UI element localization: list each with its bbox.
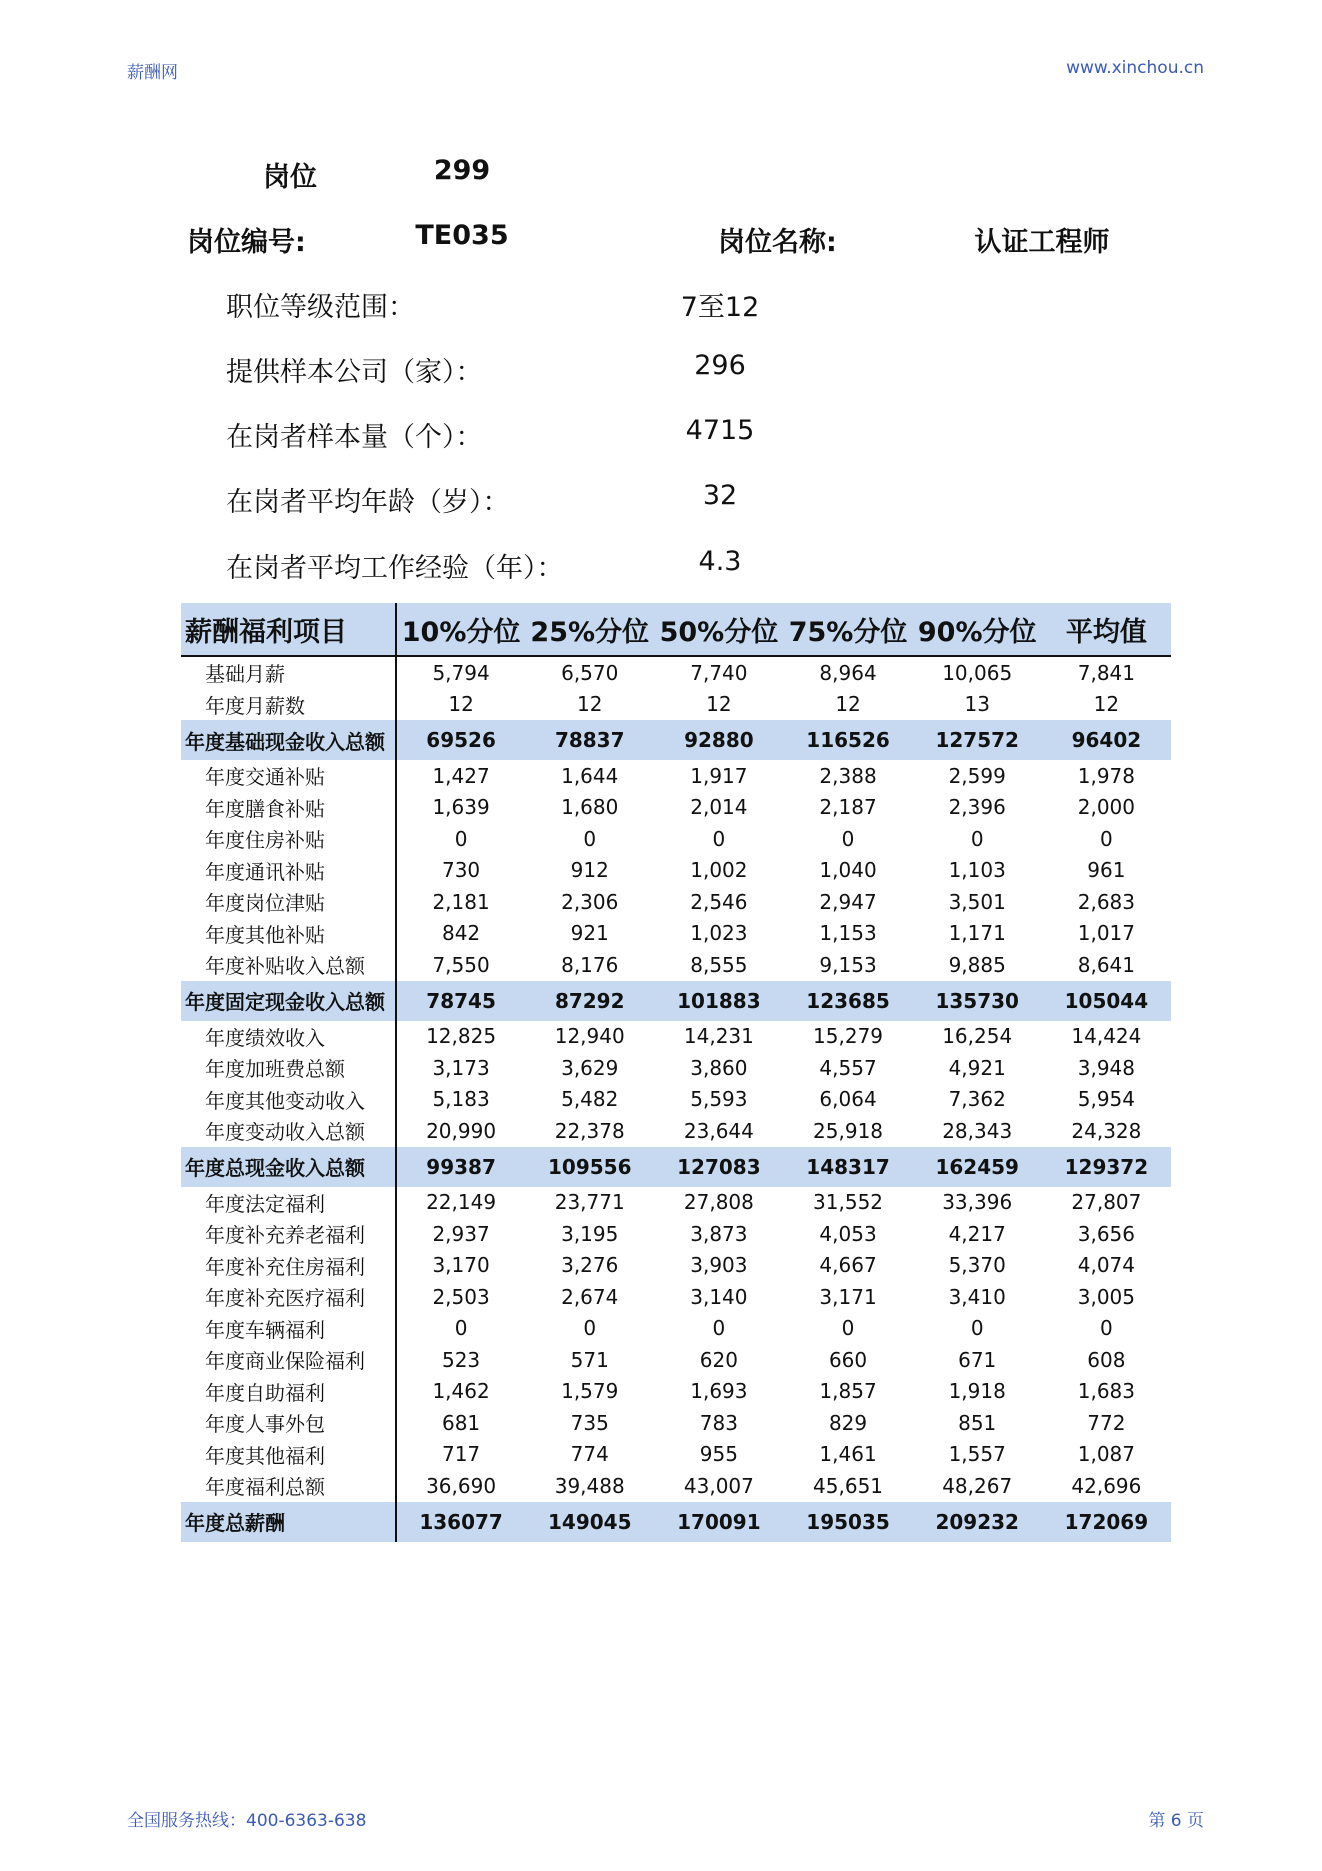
row-label: 年度其他补贴	[181, 918, 396, 950]
cell-value: 12	[706, 692, 732, 717]
cell-value: 15,279	[813, 1024, 884, 1049]
table-row	[181, 1021, 1171, 1053]
cell-value: 101883	[654, 981, 783, 1021]
cell-value: 149045	[525, 1502, 654, 1542]
row-label: 年度法定福利	[181, 1187, 396, 1219]
cell-value: 717	[441, 1442, 481, 1467]
cell-value: 27,807	[1071, 1190, 1142, 1215]
cell-value: 1,461	[819, 1442, 877, 1467]
page-number: 第 6 页	[1148, 1811, 1204, 1831]
cell-value: 3,629	[561, 1055, 619, 1080]
info-label-sample: 在岗者样本量（个）：	[226, 422, 483, 453]
cell-value: 730	[441, 858, 481, 883]
cell-value: 10,065	[942, 660, 1013, 685]
table-total-row	[181, 1147, 1171, 1187]
cell-value: 2,503	[432, 1284, 490, 1309]
cell-value: 4,557	[819, 1055, 877, 1080]
row-label: 年度补贴收入总额	[181, 949, 396, 981]
cell-value: 0	[454, 1316, 468, 1341]
row-label: 年度补充住房福利	[181, 1250, 396, 1282]
cell-value: 1,040	[819, 858, 877, 883]
cell-value: 774	[570, 1442, 609, 1467]
cell-value: 3,656	[1077, 1221, 1136, 1246]
table-total-row	[181, 720, 1171, 760]
cell-value: 99387	[396, 1147, 525, 1187]
cell-value: 8,641	[1077, 952, 1136, 977]
cell-value: 14,424	[1071, 1024, 1142, 1049]
row-label: 年度其他福利	[181, 1439, 396, 1471]
info-label-experience: 在岗者平均工作经验（年）：	[226, 553, 564, 584]
row-label: 年度交通补贴	[181, 760, 396, 792]
cell-value: 620	[699, 1347, 738, 1372]
position-code-label: 岗位编号:	[187, 227, 306, 258]
cell-value: 195035	[783, 1502, 912, 1542]
info-value-sample: 4715	[685, 415, 755, 446]
cell-value: 5,794	[432, 660, 490, 685]
cell-value: 0	[1100, 826, 1113, 851]
cell-value: 105044	[1042, 981, 1171, 1021]
row-label: 年度总薪酬	[181, 1502, 396, 1542]
cell-value: 735	[570, 1410, 609, 1435]
cell-value: 3,195	[561, 1221, 619, 1246]
cell-value: 162459	[913, 1147, 1042, 1187]
row-label: 年度补充养老福利	[181, 1218, 396, 1250]
cell-value: 23,644	[683, 1118, 754, 1143]
cell-value: 127083	[654, 1147, 783, 1187]
column-header-p25: 25%分位	[525, 603, 654, 656]
cell-value: 209232	[913, 1502, 1042, 1542]
hotline: 全国服务热线：400-6363-638	[127, 1811, 367, 1831]
cell-value: 921	[570, 921, 609, 946]
info-value-experience: 4.3	[698, 546, 742, 577]
row-label: 年度商业保险福利	[181, 1344, 396, 1376]
cell-value: 571	[570, 1347, 609, 1372]
cell-value: 1,683	[1077, 1379, 1136, 1404]
cell-value: 1,427	[432, 763, 490, 788]
table-row	[181, 823, 1171, 855]
cell-value: 2,674	[561, 1284, 619, 1309]
cell-value: 127572	[913, 720, 1042, 760]
cell-value: 12,825	[426, 1024, 497, 1049]
column-header-item: 薪酬福利项目	[181, 603, 396, 656]
cell-value: 1,002	[690, 858, 748, 883]
column-header-p10: 10%分位	[396, 603, 525, 656]
cell-value: 6,064	[819, 1087, 877, 1112]
row-label: 年度月薪数	[181, 689, 396, 721]
cell-value: 3,005	[1077, 1284, 1136, 1309]
position-label: 岗位	[263, 162, 317, 193]
cell-value: 92880	[654, 720, 783, 760]
table-row	[181, 1407, 1171, 1439]
cell-value: 0	[583, 826, 597, 851]
cell-value: 3,903	[690, 1253, 748, 1278]
cell-value: 1,087	[1077, 1442, 1136, 1467]
table-row	[181, 1344, 1171, 1376]
row-label: 年度岗位津贴	[181, 886, 396, 918]
row-label: 基础月薪	[181, 656, 396, 689]
cell-value: 23,771	[554, 1190, 625, 1215]
table-row	[181, 1084, 1171, 1116]
cell-value: 2,306	[561, 889, 619, 914]
position-number: 299	[433, 155, 491, 186]
cell-value: 20,990	[426, 1118, 497, 1143]
info-value-grade: 7至12	[680, 292, 760, 323]
cell-value: 5,370	[948, 1253, 1006, 1278]
cell-value: 170091	[654, 1502, 783, 1542]
table-row	[181, 1376, 1171, 1408]
cell-value: 172069	[1042, 1502, 1171, 1542]
column-header-average: 平均值	[1042, 603, 1171, 656]
cell-value: 43,007	[683, 1473, 754, 1498]
cell-value: 2,181	[432, 889, 490, 914]
info-value-companies: 296	[694, 350, 746, 381]
cell-value: 69526	[396, 720, 525, 760]
table-total-row	[181, 981, 1171, 1021]
column-header-p75: 75%分位	[783, 603, 912, 656]
column-header-p50: 50%分位	[654, 603, 783, 656]
row-label: 年度车辆福利	[181, 1313, 396, 1345]
row-label: 年度自助福利	[181, 1376, 396, 1408]
cell-value: 12	[577, 692, 603, 717]
cell-value: 7,550	[432, 952, 490, 977]
info-value-age: 32	[702, 480, 738, 511]
cell-value: 5,593	[690, 1087, 748, 1112]
cell-value: 24,328	[1071, 1118, 1142, 1143]
table-row	[181, 792, 1171, 824]
row-label: 年度总现金收入总额	[181, 1147, 396, 1187]
cell-value: 7,362	[948, 1087, 1006, 1112]
cell-value: 0	[712, 826, 726, 851]
cell-value: 2,937	[432, 1221, 490, 1246]
cell-value: 22,149	[426, 1190, 497, 1215]
cell-value: 1,023	[690, 921, 748, 946]
cell-value: 48,267	[942, 1473, 1013, 1498]
table-row	[181, 689, 1171, 721]
row-label: 年度通讯补贴	[181, 855, 396, 887]
cell-value: 3,170	[432, 1253, 490, 1278]
cell-value: 842	[441, 921, 481, 946]
cell-value: 3,860	[690, 1055, 748, 1080]
cell-value: 608	[1087, 1347, 1126, 1372]
cell-value: 1,579	[561, 1379, 619, 1404]
cell-value: 851	[958, 1410, 997, 1435]
cell-value: 2,947	[819, 889, 877, 914]
info-label-age: 在岗者平均年龄（岁）：	[226, 487, 510, 518]
cell-value: 1,017	[1077, 921, 1136, 946]
cell-value: 45,651	[813, 1473, 884, 1498]
cell-value: 0	[841, 1316, 855, 1341]
cell-value: 0	[970, 826, 984, 851]
cell-value: 0	[712, 1316, 726, 1341]
cell-value: 671	[958, 1347, 997, 1372]
info-label-companies: 提供样本公司（家）：	[226, 357, 483, 388]
cell-value: 39,488	[554, 1473, 625, 1498]
cell-value: 772	[1087, 1410, 1126, 1435]
cell-value: 0	[583, 1316, 597, 1341]
cell-value: 1,639	[432, 795, 490, 820]
row-label: 年度住房补贴	[181, 823, 396, 855]
cell-value: 660	[828, 1347, 868, 1372]
cell-value: 9,153	[819, 952, 877, 977]
cell-value: 4,921	[948, 1055, 1006, 1080]
column-header-p90: 90%分位	[913, 603, 1042, 656]
cell-value: 4,053	[819, 1221, 877, 1246]
cell-value: 7,740	[690, 660, 748, 685]
cell-value: 36,690	[426, 1473, 497, 1498]
row-label: 年度基础现金收入总额	[181, 720, 396, 760]
cell-value: 2,396	[948, 795, 1006, 820]
cell-value: 2,388	[819, 763, 877, 788]
cell-value: 6,570	[561, 660, 619, 685]
cell-value: 25,918	[813, 1118, 884, 1143]
cell-value: 135730	[913, 981, 1042, 1021]
cell-value: 2,187	[819, 795, 877, 820]
cell-value: 123685	[783, 981, 912, 1021]
table-header-row	[181, 603, 1171, 656]
site-url[interactable]: www.xinchou.cn	[1066, 58, 1204, 78]
cell-value: 1,644	[561, 763, 619, 788]
cell-value: 33,396	[942, 1190, 1013, 1215]
cell-value: 3,873	[690, 1221, 748, 1246]
cell-value: 12	[1093, 692, 1120, 717]
cell-value: 1,103	[948, 858, 1006, 883]
cell-value: 3,501	[948, 889, 1006, 914]
cell-value: 1,680	[561, 795, 619, 820]
cell-value: 1,917	[690, 763, 748, 788]
row-label: 年度固定现金收入总额	[181, 981, 396, 1021]
table-row	[181, 1115, 1171, 1147]
table-row	[181, 1281, 1171, 1313]
table-row	[181, 656, 1171, 689]
cell-value: 13	[964, 692, 990, 717]
cell-value: 5,183	[432, 1087, 490, 1112]
cell-value: 109556	[525, 1147, 654, 1187]
cell-value: 1,153	[819, 921, 877, 946]
cell-value: 78837	[525, 720, 654, 760]
cell-value: 12,940	[554, 1024, 625, 1049]
cell-value: 78745	[396, 981, 525, 1021]
cell-value: 0	[841, 826, 855, 851]
cell-value: 1,462	[432, 1379, 490, 1404]
cell-value: 523	[441, 1347, 481, 1372]
position-name-label: 岗位名称:	[718, 227, 837, 258]
position-name: 认证工程师	[974, 227, 1110, 258]
cell-value: 681	[441, 1410, 481, 1435]
cell-value: 8,555	[690, 952, 748, 977]
row-label: 年度绩效收入	[181, 1021, 396, 1053]
cell-value: 129372	[1042, 1147, 1171, 1187]
cell-value: 1,693	[690, 1379, 748, 1404]
table-row	[181, 949, 1171, 981]
cell-value: 2,599	[948, 763, 1006, 788]
cell-value: 5,954	[1077, 1087, 1136, 1112]
cell-value: 16,254	[942, 1024, 1013, 1049]
table-total-row	[181, 1502, 1171, 1542]
cell-value: 4,667	[819, 1253, 877, 1278]
cell-value: 9,885	[948, 952, 1006, 977]
cell-value: 42,696	[1071, 1473, 1142, 1498]
cell-value: 136077	[396, 1502, 525, 1542]
table-row	[181, 1218, 1171, 1250]
cell-value: 8,964	[819, 660, 877, 685]
table-row	[181, 1470, 1171, 1502]
cell-value: 22,378	[554, 1118, 625, 1143]
cell-value: 3,410	[948, 1284, 1006, 1309]
position-code: TE035	[415, 220, 509, 251]
cell-value: 2,000	[1077, 795, 1136, 820]
cell-value: 955	[699, 1442, 738, 1467]
cell-value: 0	[1100, 1316, 1113, 1341]
cell-value: 783	[699, 1410, 738, 1435]
cell-value: 1,857	[819, 1379, 877, 1404]
table-row	[181, 1313, 1171, 1345]
table-row	[181, 1439, 1171, 1471]
cell-value: 3,140	[690, 1284, 748, 1309]
cell-value: 2,014	[690, 795, 748, 820]
cell-value: 12	[448, 692, 474, 717]
cell-value: 5,482	[561, 1087, 619, 1112]
cell-value: 1,918	[948, 1379, 1006, 1404]
row-label: 年度人事外包	[181, 1407, 396, 1439]
cell-value: 961	[1087, 858, 1126, 883]
cell-value: 1,978	[1077, 763, 1136, 788]
cell-value: 8,176	[561, 952, 619, 977]
info-label-grade: 职位等级范围：	[226, 292, 415, 323]
table-row	[181, 1250, 1171, 1282]
cell-value: 2,683	[1077, 889, 1136, 914]
table-row	[181, 760, 1171, 792]
cell-value: 116526	[783, 720, 912, 760]
cell-value: 829	[828, 1410, 868, 1435]
cell-value: 27,808	[683, 1190, 754, 1215]
table-row	[181, 918, 1171, 950]
cell-value: 3,173	[432, 1055, 490, 1080]
table-row	[181, 1052, 1171, 1084]
cell-value: 31,552	[813, 1190, 884, 1215]
table-row	[181, 1187, 1171, 1219]
site-name: 薪酬网	[127, 63, 178, 83]
cell-value: 87292	[525, 981, 654, 1021]
row-label: 年度福利总额	[181, 1470, 396, 1502]
salary-table	[181, 603, 1171, 1542]
cell-value: 7,841	[1077, 660, 1136, 685]
cell-value: 3,948	[1077, 1055, 1136, 1080]
table-row	[181, 855, 1171, 887]
cell-value: 148317	[783, 1147, 912, 1187]
cell-value: 3,171	[819, 1284, 877, 1309]
cell-value: 3,276	[561, 1253, 619, 1278]
cell-value: 0	[454, 826, 468, 851]
cell-value: 0	[970, 1316, 984, 1341]
row-label: 年度其他变动收入	[181, 1084, 396, 1116]
table-row	[181, 886, 1171, 918]
cell-value: 12	[835, 692, 861, 717]
cell-value: 96402	[1042, 720, 1171, 760]
cell-value: 912	[570, 858, 609, 883]
row-label: 年度膳食补贴	[181, 792, 396, 824]
cell-value: 1,557	[948, 1442, 1006, 1467]
cell-value: 4,217	[948, 1221, 1006, 1246]
cell-value: 2,546	[690, 889, 748, 914]
row-label: 年度加班费总额	[181, 1052, 396, 1084]
row-label: 年度变动收入总额	[181, 1115, 396, 1147]
cell-value: 14,231	[683, 1024, 754, 1049]
cell-value: 4,074	[1077, 1253, 1136, 1278]
cell-value: 1,171	[948, 921, 1006, 946]
row-label: 年度补充医疗福利	[181, 1281, 396, 1313]
cell-value: 28,343	[942, 1118, 1013, 1143]
